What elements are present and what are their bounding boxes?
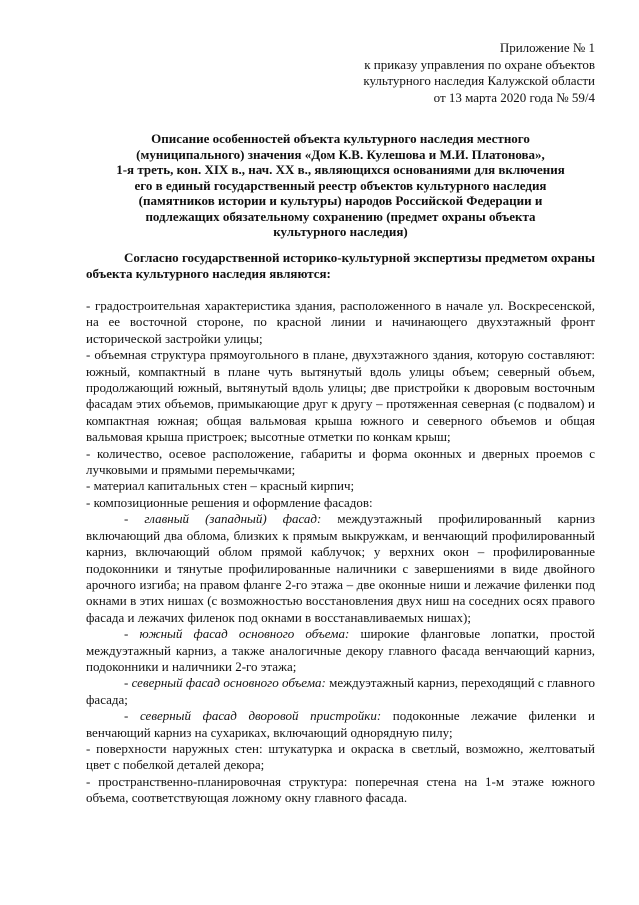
south-facade-label: - южный фасад основного объема: xyxy=(124,626,350,642)
title-line-4: его в единый государственный реестр объектов культурного наследия xyxy=(134,177,547,193)
title-line-1: Описание особенностей объекта культурного наследия местного xyxy=(151,131,530,146)
appendix-date: от 13 марта 2020 года № 59/4 xyxy=(433,89,595,105)
item-wall-surfaces: - поверхности наружных стен: штукатурка и окраска в светлый, возможно, желтоватый цвет с побелкой деталей декора; xyxy=(86,740,595,773)
item-facades: - композиционные решения и оформление фасадов: xyxy=(86,494,373,510)
title-line-6: подлежащих обязательному сохранению (предмет охраны объекта xyxy=(145,208,536,224)
item-south-facade xyxy=(86,626,595,675)
north-facade-label: - северный фасад основного объема: xyxy=(124,675,326,691)
title-line-2: (муниципального) значения «Дом К.В. Кулешова и М.И. Платонова», xyxy=(136,146,545,162)
appendix-header xyxy=(363,40,595,106)
item-openings: - количество, осевое расположение, габариты и форма оконных и дверных проемов с лучковыми и прямыми перемычками; xyxy=(86,445,595,478)
title-line-3: 1-я треть, кон. XIX в., нач. XX в., являющихся основаниями для включения xyxy=(116,162,565,177)
item-north-facade xyxy=(86,675,595,708)
north-facade-text: междуэтажный карниз, переходящий с главного фасада; xyxy=(86,675,595,707)
courtyard-facade-label: - северный фасад дворовой пристройки: xyxy=(124,708,382,724)
item-planning-structure: - пространственно-планировочная структура: поперечная стена на 1-м этаже южного объема, соответствующая ложному окну главного фасада. xyxy=(86,773,595,806)
item-urban-characteristic: - градостроительная характеристика здания, расположенного в начале ул. Воскресенской, на ее восточной стороне, по красной линии и начинающего двухэтажный фронт исторической застройки улицы; xyxy=(86,298,595,346)
item-courtyard-facade xyxy=(86,708,595,741)
title-line-7: культурного наследия) xyxy=(273,224,408,239)
lead-paragraph: Согласно государственной историко-культурной экспертизы предметом охраны объекта культурного наследия являются: xyxy=(86,250,595,281)
item-wall-material: - материал капитальных стен – красный кирпич; xyxy=(86,478,355,494)
courtyard-facade-text: подоконные лежачие филенки и венчающий карниз на сухариках, включающий однорядную пилу; xyxy=(86,708,595,740)
appendix-number: Приложение № 1 xyxy=(499,40,595,55)
main-facade-label: - главный (западный) фасад: xyxy=(124,511,322,527)
item-volume-structure: - объемная структура прямоугольного в плане, двухэтажного здания, которую составляют: южный, компактный в плане чуть вытянутый вдоль улицы объем; северный объем, продолжающий южный, вытянутый вдоль улицы; две пристройки к дворовым восточным фасадам этих объемов, примыкающие друг к другу – протяженная северная (с подвалом) и компактная южная; общая вальмовая крыша южного и северного объемов и общая вальмовая крыша пристроек; высотные отметки по конкам крыш; xyxy=(86,347,595,445)
title-line-5: (памятников истории и культуры) народов Российской Федерации и xyxy=(138,193,543,208)
item-main-facade xyxy=(86,511,595,626)
document-title xyxy=(86,131,595,240)
main-facade-text: междуэтажный профилированный карниз включающий два облома, близких к прямым выкружкам, и венчающий профилированный карниз, включающий облом прямой каблучок; у верхних окон – профилированные подоконники и тянутые профилированные наличники с завершениями в виде двойного арочного изгиба; на правом фланге 2-го этажа – две оконные ниши и лежачие филенки под окнами в этих нишах (с возможностью восстановления двух ниш на соседних осях правого фасада и лежачих филенок под окнами в восстанавливаемых нишах); xyxy=(86,511,595,625)
south-facade-text: широкие фланговые лопатки, простой междуэтажный карниз, а также аналогичные декору главного фасада венчающий карниз, подоконники и наличники 2-го этажа; xyxy=(86,626,596,674)
appendix-order-ref: к приказу управления по охране объектов xyxy=(364,56,595,72)
protection-items xyxy=(86,298,595,807)
appendix-authority: культурного наследия Калужской области xyxy=(363,73,595,88)
